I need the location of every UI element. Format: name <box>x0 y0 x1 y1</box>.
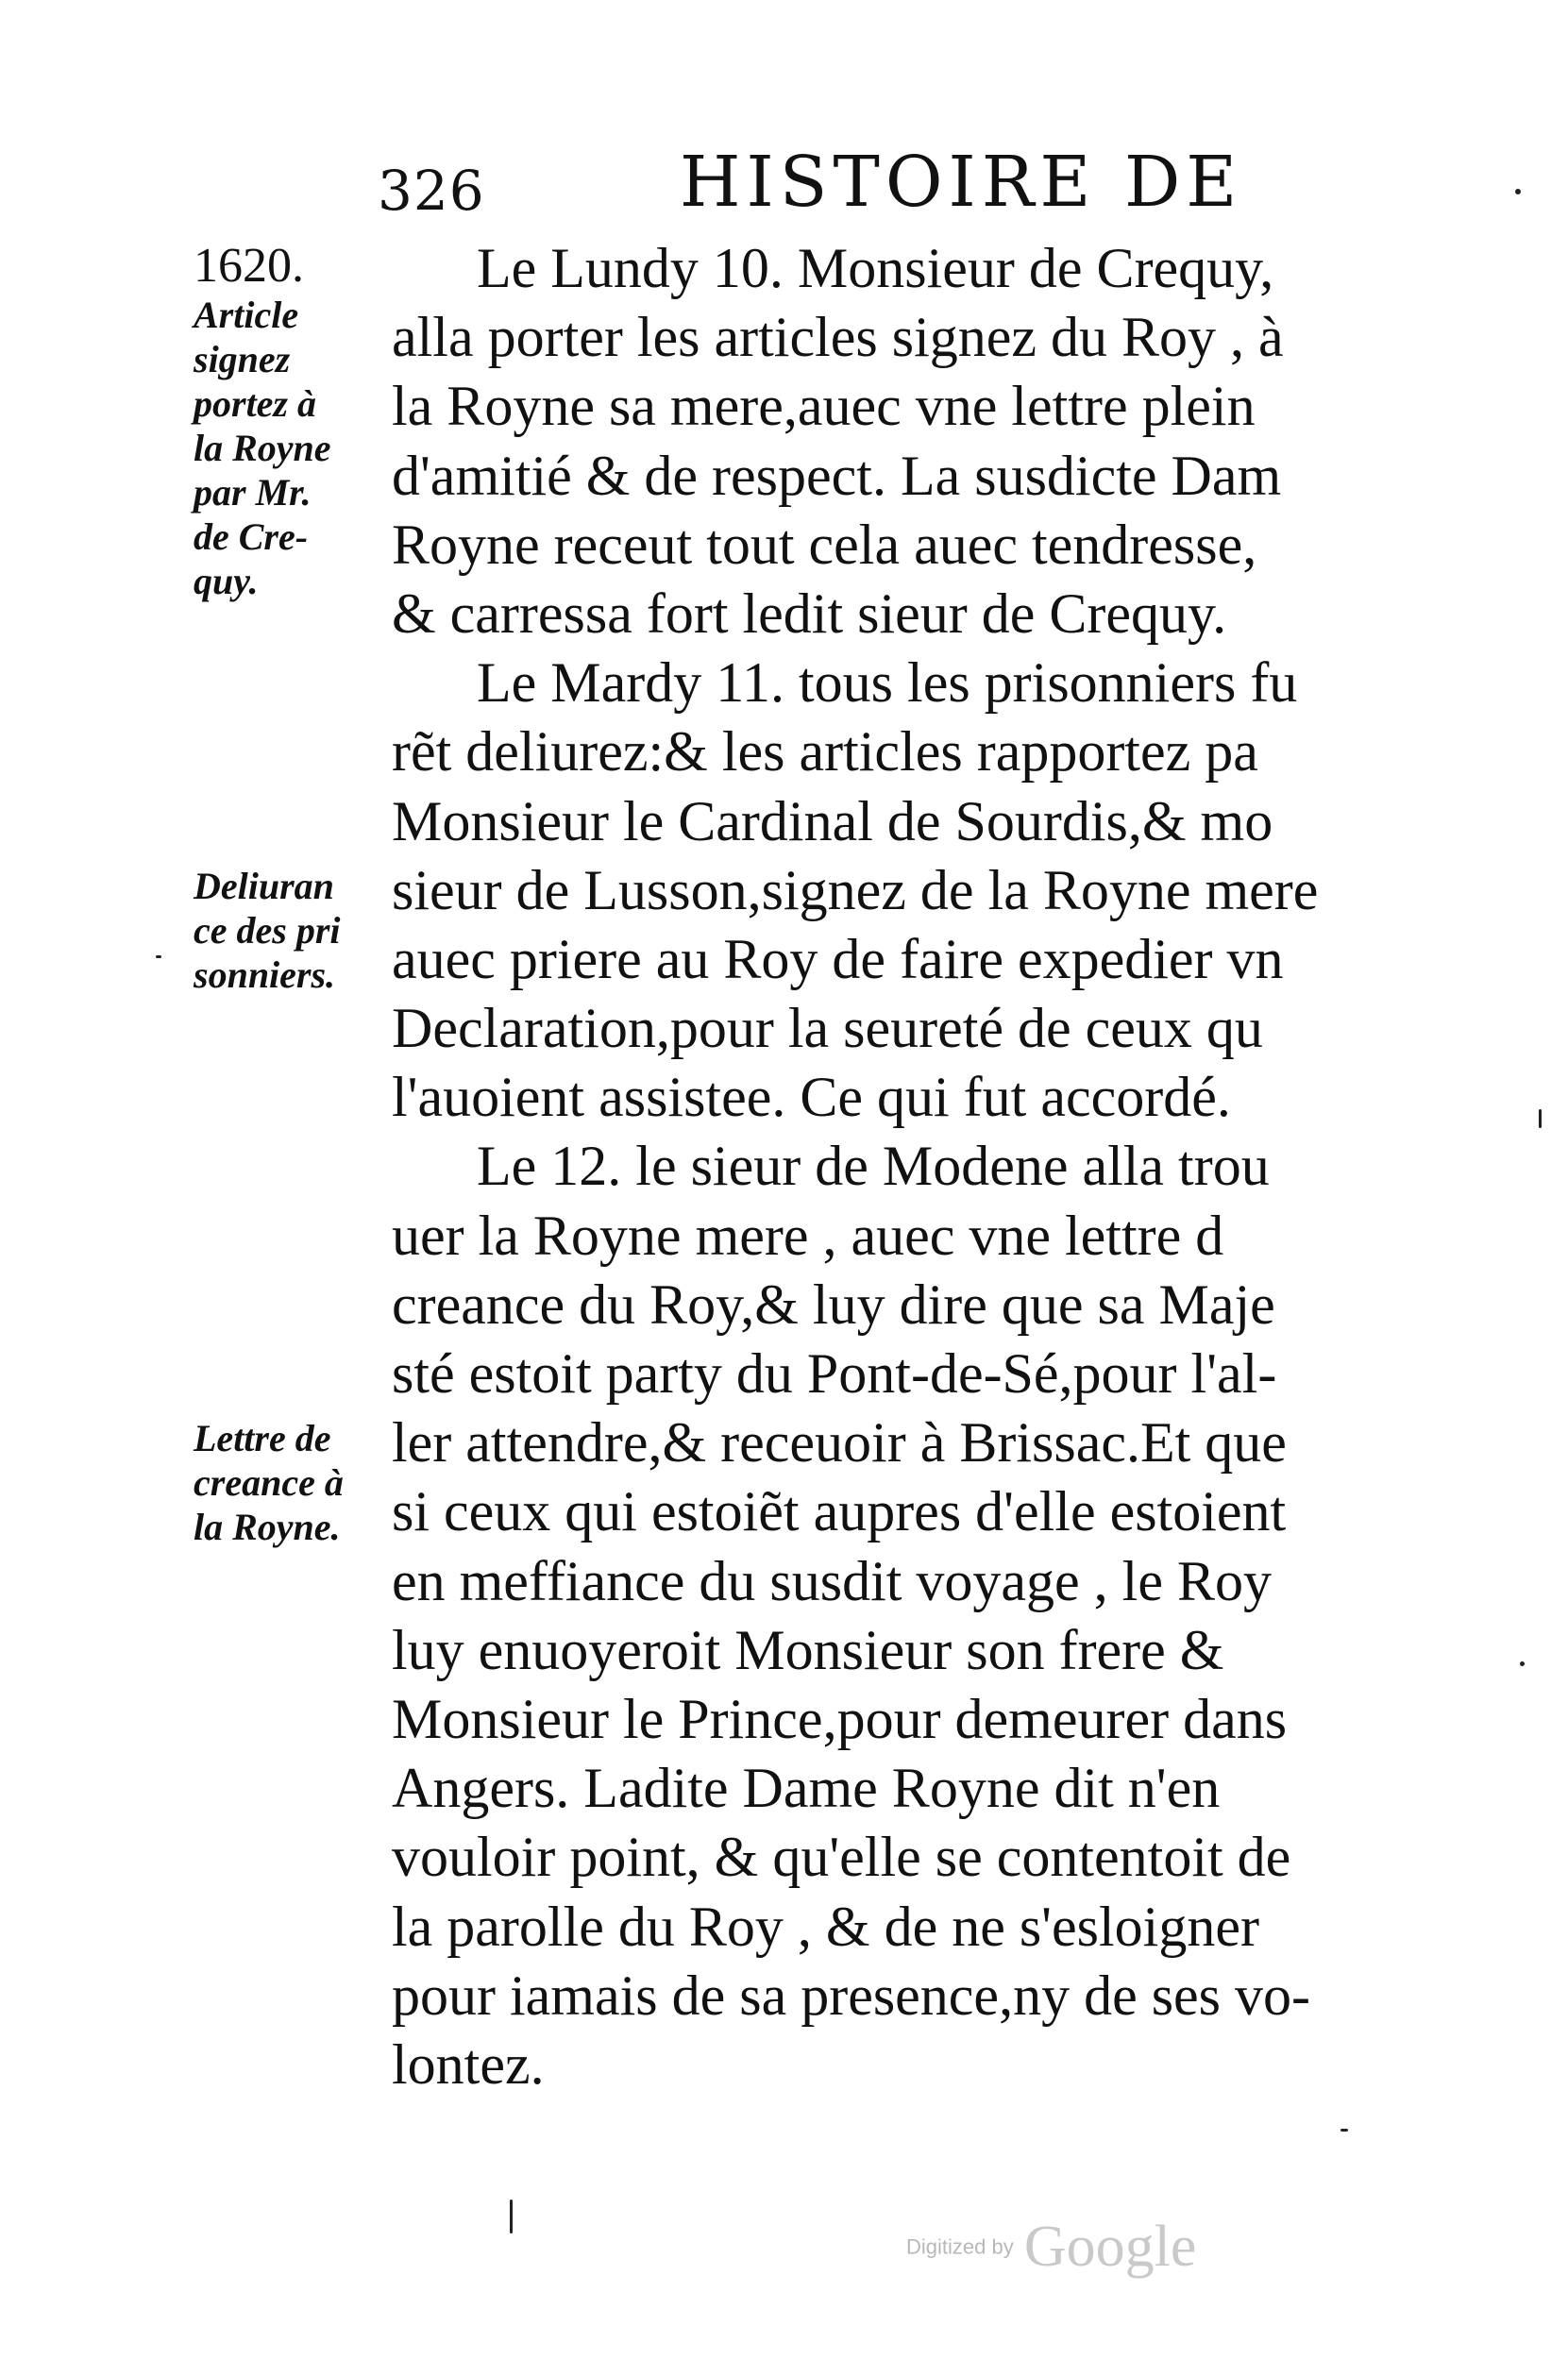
margin-note-prisoners <box>194 864 396 997</box>
text-line: pour iamais de sa presence,ny de ses vo- <box>392 1964 1311 2027</box>
text-line: d'amitié & de respect. La susdicte Dam <box>392 444 1282 507</box>
print-speck <box>510 2200 513 2234</box>
text-line: lontez. <box>392 2032 545 2096</box>
text-line: Le 12. le sieur de Modene alla trou <box>477 1135 1270 1198</box>
text-line: sté estoit party du Pont-de-Sé,pour l'al- <box>392 1342 1277 1405</box>
margin-note-line: par Mr. <box>194 471 312 514</box>
print-speck <box>1340 2129 1348 2132</box>
text-line: en meffiance du susdit voyage , le Roy <box>392 1549 1272 1612</box>
body-text <box>392 234 1449 2099</box>
text-line: alla porter les articles signez du Roy , à <box>392 306 1284 369</box>
text-line: Le Lundy 10. Monsieur de Crequy, <box>477 237 1274 299</box>
text-line: vouloir point, & qu'elle se contentoit de <box>392 1826 1291 1889</box>
print-speck <box>1520 1661 1525 1666</box>
margin-note-line: la Royne <box>194 427 331 469</box>
margin-note-articles <box>194 293 396 603</box>
text-line: ler attendre,& receuoir à Brissac.Et que <box>392 1411 1287 1475</box>
margin-note-line: signez <box>194 338 291 380</box>
text-line: si ceux qui estoiẽt aupres d'elle estoient <box>392 1480 1287 1543</box>
margin-note-line: portez à <box>194 382 316 425</box>
page-header <box>378 142 1284 227</box>
margin-year: 1620. <box>194 239 304 293</box>
margin-note-line: Article <box>194 294 299 336</box>
margin-note-line: quy. <box>194 560 259 602</box>
margin-note-line: creance à <box>194 1461 344 1504</box>
margin-note-line: Deliuran <box>194 865 334 907</box>
text-line: la parolle du Roy , & de ne s'esloigner <box>392 1895 1259 1958</box>
margin-note-line: de Cre- <box>194 515 309 558</box>
text-line: rẽt deliurez:& les articles rapportez pa <box>392 720 1258 784</box>
margin-note-line: Lettre de <box>194 1417 331 1459</box>
margin-note-letter <box>194 1416 396 1549</box>
text-line: la Royne sa mere,auec vne lettre plein <box>392 375 1256 438</box>
text-line: Royne receut tout cela auec tendresse, <box>392 513 1257 576</box>
text-line: sieur de Lusson,signez de la Royne mere <box>392 858 1319 921</box>
page-number: 326 <box>378 159 485 223</box>
margin-note-line: ce des pri <box>194 909 341 952</box>
print-speck <box>1515 189 1521 194</box>
text-line: luy enuoyeroit Monsieur son frere & <box>392 1618 1224 1681</box>
text-line: & carressa fort ledit sieur de Crequy. <box>392 582 1227 645</box>
google-wordmark: Google <box>1023 2215 1197 2279</box>
text-line: Angers. Ladite Dame Royne dit n'en <box>392 1757 1221 1820</box>
print-speck <box>1539 1109 1542 1128</box>
margin-note-line: la Royne. <box>194 1506 341 1548</box>
text-line: l'auoient assistee. Ce qui fut accordé. <box>392 1066 1231 1129</box>
text-line: Declaration,pour la seureté de ceux qu <box>392 997 1263 1060</box>
print-speck <box>156 955 161 958</box>
digitized-label: Digitized by <box>906 2234 1014 2259</box>
text-line: creance du Roy,& luy dire que sa Maje <box>392 1273 1275 1336</box>
text-line: auec priere au Roy de faire expedier vn <box>392 927 1284 990</box>
text-line: uer la Royne mere , auec vne lettre d <box>392 1204 1224 1267</box>
text-line: Monsieur le Prince,pour demeurer dans <box>392 1687 1288 1750</box>
margin-note-line: sonniers. <box>194 953 336 996</box>
text-line: Le Mardy 11. tous les prisonniers fu <box>477 651 1298 715</box>
running-head: HISTOIRE DE <box>680 142 1243 223</box>
digitized-footer <box>906 2214 1196 2281</box>
text-line: Monsieur le Cardinal de Sourdis,& mo <box>392 789 1273 852</box>
